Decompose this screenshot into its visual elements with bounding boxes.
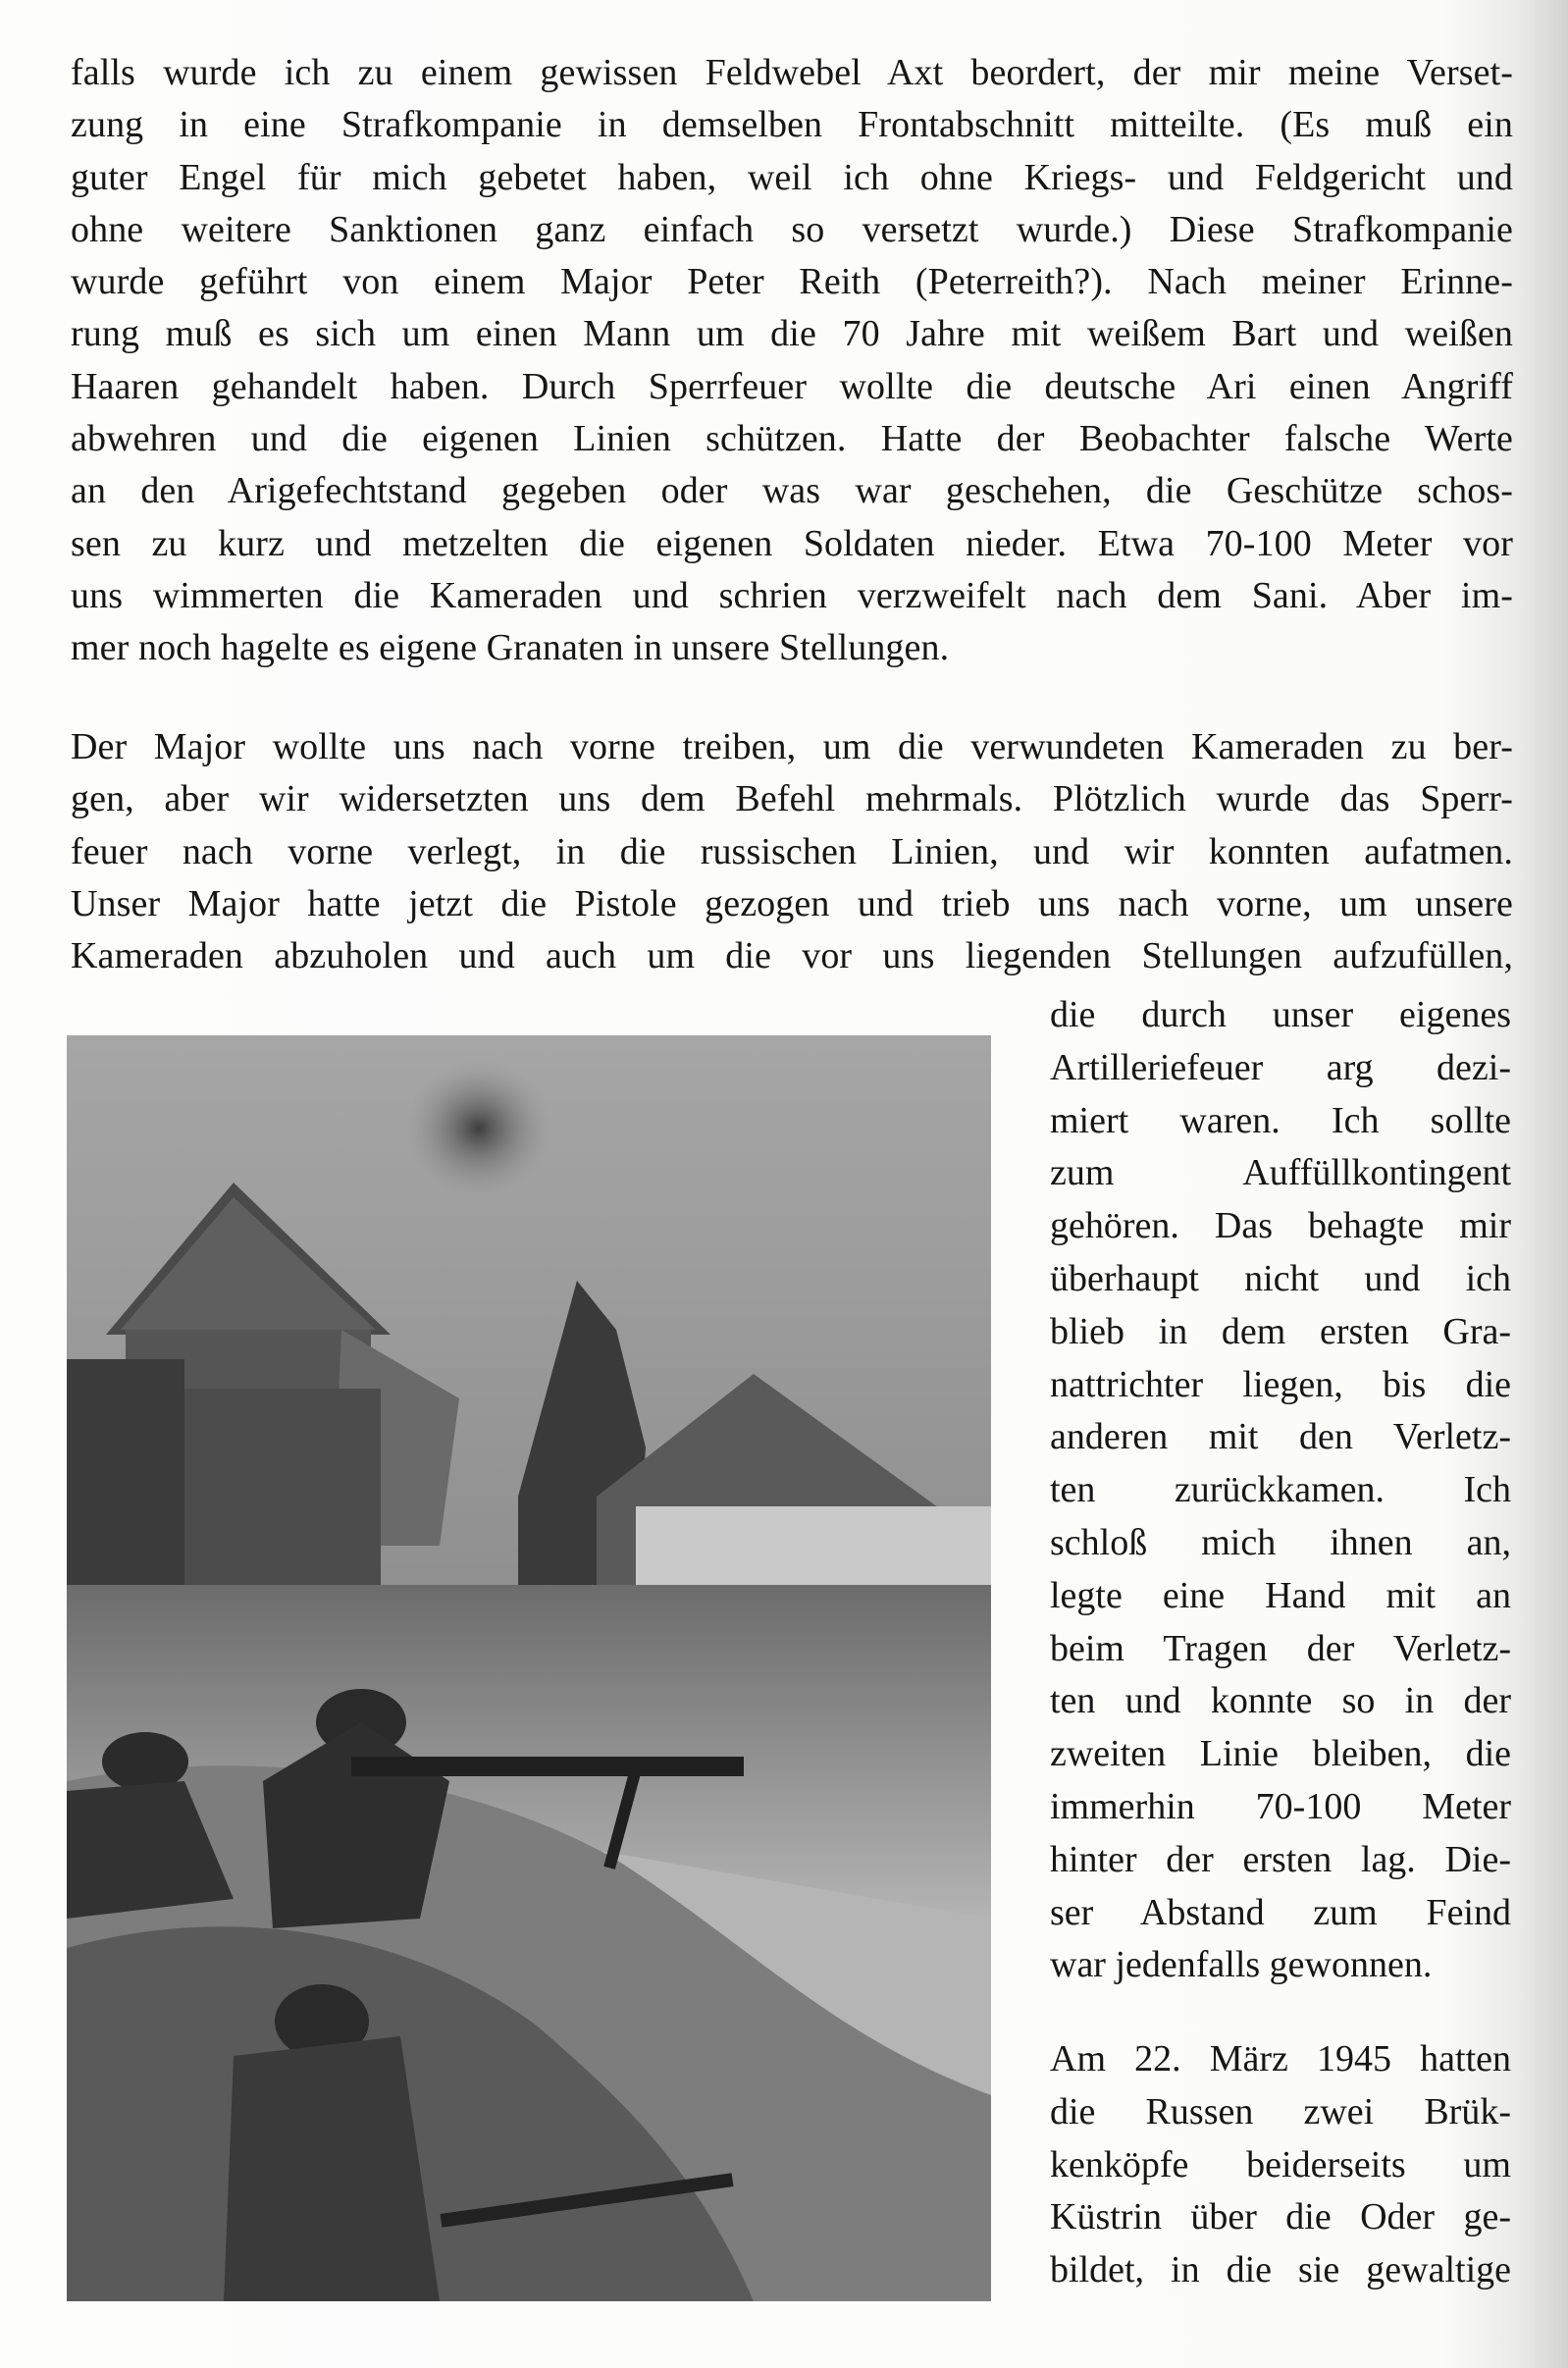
- text-line: zum Auffüllkontingent: [1050, 1152, 1511, 1194]
- text-line: mer noch hagelte es eigene Granaten in unsere Stellungen.: [71, 627, 950, 669]
- text-line: gehören. Das behagte mir: [1050, 1205, 1511, 1247]
- text-line: abwehren und die eigenen Linien schützen. Hatte der Beobachter falsche Werte: [71, 418, 1513, 460]
- text-line: ten zurückkamen. Ich: [1050, 1469, 1511, 1511]
- text-line: beim Tragen der Verletz-: [1050, 1627, 1511, 1669]
- war-photograph: [67, 1035, 991, 2301]
- text-line: miert waren. Ich sollte: [1050, 1099, 1511, 1141]
- text-line: Am 22. März 1945 hatten: [1050, 2038, 1511, 2079]
- text-line: rung muß es sich um einen Mann um die 70 Jahre mit weißem Bart und weißen: [71, 313, 1513, 355]
- text-line: die Russen zwei Brük-: [1050, 2090, 1511, 2132]
- text-line: ten und konnte so in der: [1050, 1680, 1511, 1722]
- text-line: Artilleriefeuer arg dezi-: [1050, 1046, 1511, 1088]
- text-line: an den Arigefechtstand gegeben oder was war geschehen, die Geschütze schos-: [71, 470, 1513, 512]
- text-line: feuer nach vorne verlegt, in die russischen Linien, und wir konnten aufatmen.: [71, 830, 1513, 872]
- text-line: ser Abstand zum Feind: [1050, 1891, 1511, 1933]
- text-line: Küstrin über die Oder ge-: [1050, 2196, 1511, 2238]
- text-line: schloß mich ihnen an,: [1050, 1521, 1511, 1563]
- text-line: zung in eine Strafkompanie in demselben Frontabschnitt mitteilte. (Es muß ein: [71, 104, 1513, 146]
- text-line: sen zu kurz und metzelten die eigenen Soldaten nieder. Etwa 70-100 Meter vor: [71, 522, 1513, 564]
- text-line: blieb in dem ersten Gra-: [1050, 1310, 1511, 1352]
- text-line: bildet, in die sie gewaltige: [1050, 2249, 1511, 2291]
- text-line: legte eine Hand mit an: [1050, 1574, 1511, 1616]
- text-line: uns wimmerten die Kameraden und schrien verzweifelt nach dem Sani. Aber im-: [71, 574, 1513, 616]
- text-line: falls wurde ich zu einem gewissen Feldwebel Axt beordert, der mir meine Verset-: [71, 52, 1513, 93]
- text-line: Der Major wollte uns nach vorne treiben, um die verwundeten Kameraden zu ber-: [71, 726, 1513, 767]
- text-line: die durch unser eigenes: [1050, 994, 1511, 1035]
- text-line: anderen mit den Verletz-: [1050, 1416, 1511, 1458]
- paragraph-2: [71, 721, 1513, 982]
- text-line: wurde geführt von einem Major Peter Reith (Peterreith?). Nach meiner Erinne-: [71, 261, 1513, 303]
- text-line: kenköpfe beiderseits um: [1050, 2143, 1511, 2185]
- column-paragraph-2: [1050, 989, 1511, 1992]
- text-line: war jedenfalls gewonnen.: [1050, 1944, 1433, 1986]
- text-line: ohne weitere Sanktionen ganz einfach so versetzt wurde.) Diese Strafkompanie: [71, 208, 1513, 250]
- text-line: gen, aber wir widersetzten uns dem Befehl mehrmals. Plötzlich wurde das Sperr-: [71, 778, 1513, 820]
- text-line: überhaupt nicht und ich: [1050, 1257, 1511, 1299]
- paragraph-3: [1050, 2033, 1511, 2297]
- text-line: guter Engel für mich gebetet haben, weil ich ohne Kriegs- und Feldgericht und: [71, 156, 1513, 198]
- paragraph-1: [71, 47, 1513, 675]
- text-line: zweiten Linie bleiben, die: [1050, 1733, 1511, 1775]
- text-line: Haaren gehandelt haben. Durch Sperrfeuer wollte die deutsche Ari einen Angriff: [71, 365, 1513, 407]
- text-line: hinter der ersten lag. Die-: [1050, 1838, 1511, 1880]
- text-line: Kameraden abzuholen und auch um die vor uns liegenden Stellungen aufzufüllen,: [71, 935, 1513, 977]
- text-line: immerhin 70-100 Meter: [1050, 1785, 1511, 1827]
- text-line: Unser Major hatte jetzt die Pistole gezogen und trieb uns nach vorne, um unsere: [71, 882, 1513, 924]
- text-line: nattrichter liegen, bis die: [1050, 1363, 1511, 1405]
